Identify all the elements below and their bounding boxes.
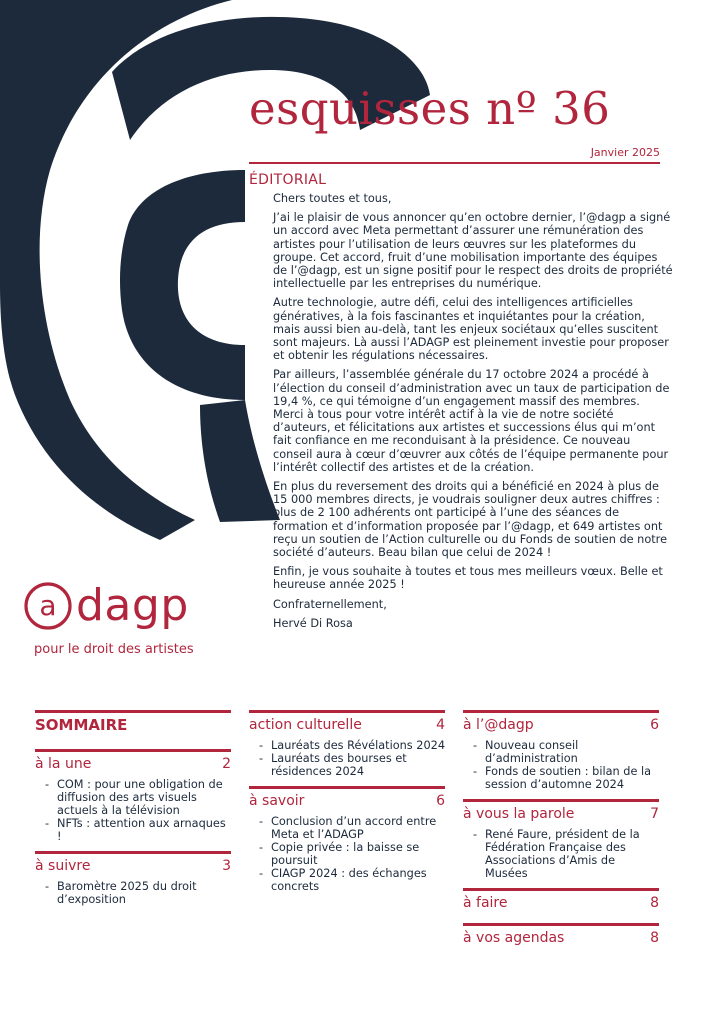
toc-item[interactable]: - NFTs : attention aux arnaques ! bbox=[45, 817, 231, 843]
toc-section-title: à l’@dagp bbox=[463, 717, 534, 733]
adagp-logo bbox=[22, 580, 194, 657]
toc-page-number: 7 bbox=[650, 806, 659, 822]
toc-item[interactable]: - Copie privée : la baisse se poursuit bbox=[259, 841, 445, 867]
editorial-paragraph: Enfin, je vous souhaite à toutes et tous mes meilleurs vœux. Belle et heureuse année 2025 ! bbox=[273, 565, 663, 592]
toc-section-a-l-adagp[interactable] bbox=[463, 713, 659, 735]
toc-item[interactable]: - Fonds de soutien : bilan de la session d’automne 2024 bbox=[473, 765, 659, 791]
toc-item[interactable]: - Lauréats des Révélations 2024 bbox=[259, 739, 445, 752]
toc-page-number: 2 bbox=[222, 756, 231, 772]
toc-item[interactable]: - COM : pour une obligation de diffusion des arts visuels actuels à la télévision bbox=[45, 778, 231, 817]
logo-tagline: pour le droit des artistes bbox=[34, 642, 194, 657]
editorial-paragraph: En plus du reversement des droits qui a bénéficié en 2024 à plus de 15 000 membres directs, je voudrais souligner deux autres chiffres : plus de 2 100 adhérents ont participé à l’une des séances de formation et d’information proposée par l’@dagp, et 649 artistes ont reçu un soutien de l’Action culturelle ou du Fonds de soutien de notre société d’auteurs. Beau bilan que celui de 2024 ! bbox=[273, 480, 668, 560]
toc-item[interactable]: - CIAGP 2024 : des échanges concrets bbox=[259, 867, 445, 893]
toc-page-number: 6 bbox=[650, 717, 659, 733]
editorial-paragraph: J’ai le plaisir de vous annoncer qu’en octobre dernier, l’@dagp a signé un accord avec Meta permettant d’assurer une rémunération des artistes pour l’utilisation de leurs œuvres sur les plateformes du groupe. Cet accord, fruit d’une mobilisation importante des équipes de l’@dagp, est un signe positif pour le respect des droits de propriété intellectuelle par les entreprises du numérique. bbox=[273, 211, 673, 291]
toc-column-3 bbox=[463, 710, 659, 948]
toc-section-title: à la une bbox=[35, 756, 92, 772]
editorial-closing: Confraternellement, bbox=[273, 597, 387, 611]
logo-wordmark: dagp bbox=[76, 580, 189, 631]
toc-item[interactable]: - Lauréats des bourses et résidences 2024 bbox=[259, 752, 445, 778]
editorial-paragraph: Par ailleurs, l’assemblée générale du 17 octobre 2024 a procédé à l’élection du conseil d’administration avec un taux de participation de 19,4 %, ce qui témoigne d’un engagement massif des membres. Merci à tous pour votre intérêt actif à la vie de notre société d’auteurs, et félicitations aux artistes et successions élus qui m’ont fait confiance en me reconduisant à la présidence. Ce nouveau conseil aura à cœur d’œuvrer aux côtés de l’équipe permanente pour l’intérêt collectif des artistes et de la création. bbox=[273, 368, 670, 474]
toc-section-a-savoir[interactable] bbox=[249, 789, 445, 811]
editorial-paragraph: Autre technologie, autre défi, celui des intelligences artificielles génératives, à la fois fascinantes et inquiétantes pour la création, mais aussi bien au-delà, tant les enjeux sociétaux qu’elles suscitent sont majeurs. Là aussi l’ADAGP est pleinement investie pour proposer et obtenir les régulations nécessaires. bbox=[273, 296, 669, 363]
toc-column-1 bbox=[35, 710, 231, 914]
toc-section-title: à suivre bbox=[35, 858, 91, 874]
magazine-title: esquisses nº 36 bbox=[249, 82, 611, 135]
toc-section-title: à savoir bbox=[249, 793, 305, 809]
toc-item[interactable]: - René Faure, président de la Fédération Française des Associations d’Amis de Musées bbox=[473, 828, 659, 880]
toc-section-a-la-une[interactable] bbox=[35, 752, 231, 774]
toc-section-a-vous-la-parole[interactable] bbox=[463, 802, 659, 824]
toc-item[interactable]: - Conclusion d’un accord entre Meta et l’ADAGP bbox=[259, 815, 445, 841]
toc-section-a-vos-agendas[interactable] bbox=[463, 926, 659, 948]
toc-section-title: à faire bbox=[463, 895, 508, 911]
toc-item[interactable]: - Nouveau conseil d’administration bbox=[473, 739, 659, 765]
svg-text:a: a bbox=[39, 589, 57, 622]
toc-item[interactable]: - Baromètre 2025 du droit d’exposition bbox=[45, 880, 231, 906]
toc-column-2 bbox=[249, 710, 445, 901]
editorial-signature: Hervé Di Rosa bbox=[273, 616, 353, 630]
editorial-label: ÉDITORIAL bbox=[249, 172, 327, 188]
toc-section-title: à vous la parole bbox=[463, 806, 575, 822]
toc-page-number: 4 bbox=[436, 717, 445, 733]
toc-section-title: action culturelle bbox=[249, 717, 362, 733]
toc-section-a-suivre[interactable] bbox=[35, 854, 231, 876]
editorial-paragraph: Chers toutes et tous, bbox=[273, 192, 392, 205]
masthead-divider bbox=[249, 162, 660, 164]
toc-page-number: 3 bbox=[222, 858, 231, 874]
toc-page-number: 8 bbox=[650, 895, 659, 911]
editorial-body bbox=[273, 192, 673, 636]
issue-date: Janvier 2025 bbox=[590, 146, 660, 159]
at-sign-icon bbox=[22, 580, 74, 632]
toc-page-number: 6 bbox=[436, 793, 445, 809]
toc-section-title: à vos agendas bbox=[463, 930, 565, 946]
toc-page-number: 8 bbox=[650, 930, 659, 946]
toc-section-action-culturelle[interactable] bbox=[249, 713, 445, 735]
sommaire-heading: SOMMAIRE bbox=[35, 716, 128, 734]
toc-section-a-faire[interactable] bbox=[463, 891, 659, 913]
